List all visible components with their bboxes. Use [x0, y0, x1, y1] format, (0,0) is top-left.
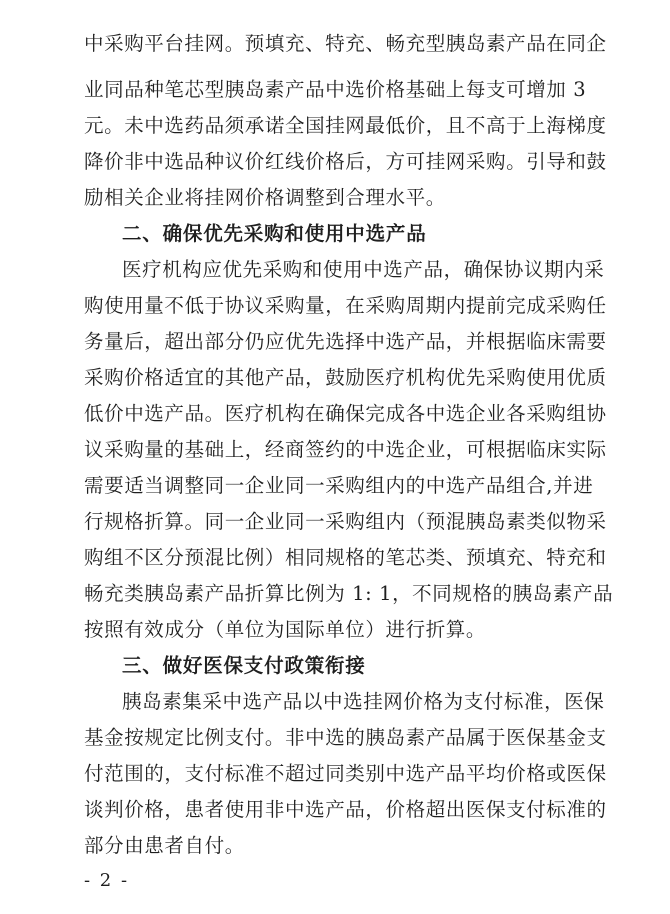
paragraph-line: 行规格折算。同一企业同一采购组内（预混胰岛素类似物采 — [84, 510, 607, 533]
section-heading-3: 三、做好医保支付政策衔接 — [122, 654, 366, 677]
paragraph-line: 谈判价格，患者使用非中选产品，价格超出医保支付标准的 — [84, 798, 607, 821]
paragraph-line: 畅充类胰岛素产品折算比例为 1: 1，不同规格的胰岛素产品 — [84, 582, 614, 605]
paragraph-line: 议采购量的基础上，经商签约的中选企业，可根据临床实际 — [84, 438, 607, 461]
paragraph-line: 降价非中选品种议价红线价格后，方可挂网采购。引导和鼓 — [84, 150, 607, 173]
paragraph-line: 元。未中选药品须承诺全国挂网最低价，且不高于上海梯度 — [84, 114, 607, 137]
paragraph-line: 购组不区分预混比例）相同规格的笔芯类、预填充、特充和 — [84, 546, 607, 569]
paragraph-line: 业同品种笔芯型胰岛素产品中选价格基础上每支可增加 3 — [84, 78, 587, 101]
paragraph-line: 按照有效成分（单位为国际单位）进行折算。 — [84, 618, 487, 641]
paragraph-line: 部分由患者自付。 — [84, 834, 245, 857]
section-heading-2: 二、确保优先采购和使用中选产品 — [122, 222, 427, 245]
paragraph-line: 付范围的，支付标准不超过同类别中选产品平均价格或医保 — [84, 762, 607, 785]
paragraph-line: 购使用量不低于协议采购量，在采购周期内提前完成采购任 — [84, 294, 607, 317]
page-number: - 2 - — [84, 870, 130, 891]
paragraph-line: 低价中选产品。医疗机构在确保完成各中选企业各采购组协 — [84, 402, 607, 425]
paragraph-line: 务量后，超出部分仍应优先选择中选产品，并根据临床需要 — [84, 330, 607, 353]
paragraph-line: 胰岛素集采中选产品以中选挂网价格为支付标准，医保 — [122, 690, 605, 713]
paragraph-line: 基金按规定比例支付。非中选的胰岛素产品属于医保基金支 — [84, 726, 607, 749]
paragraph-line: 励相关企业将挂网价格调整到合理水平。 — [84, 186, 446, 209]
paragraph-line: 医疗机构应优先采购和使用中选产品，确保协议期内采 — [122, 258, 605, 281]
paragraph-line: 中采购平台挂网。预填充、特充、畅充型胰岛素产品在同企 — [84, 32, 607, 55]
paragraph-line: 需要适当调整同一企业同一采购组内的中选产品组合,并进 — [84, 474, 594, 497]
paragraph-line: 采购价格适宜的其他产品，鼓励医疗机构优先采购使用优质 — [84, 366, 607, 389]
